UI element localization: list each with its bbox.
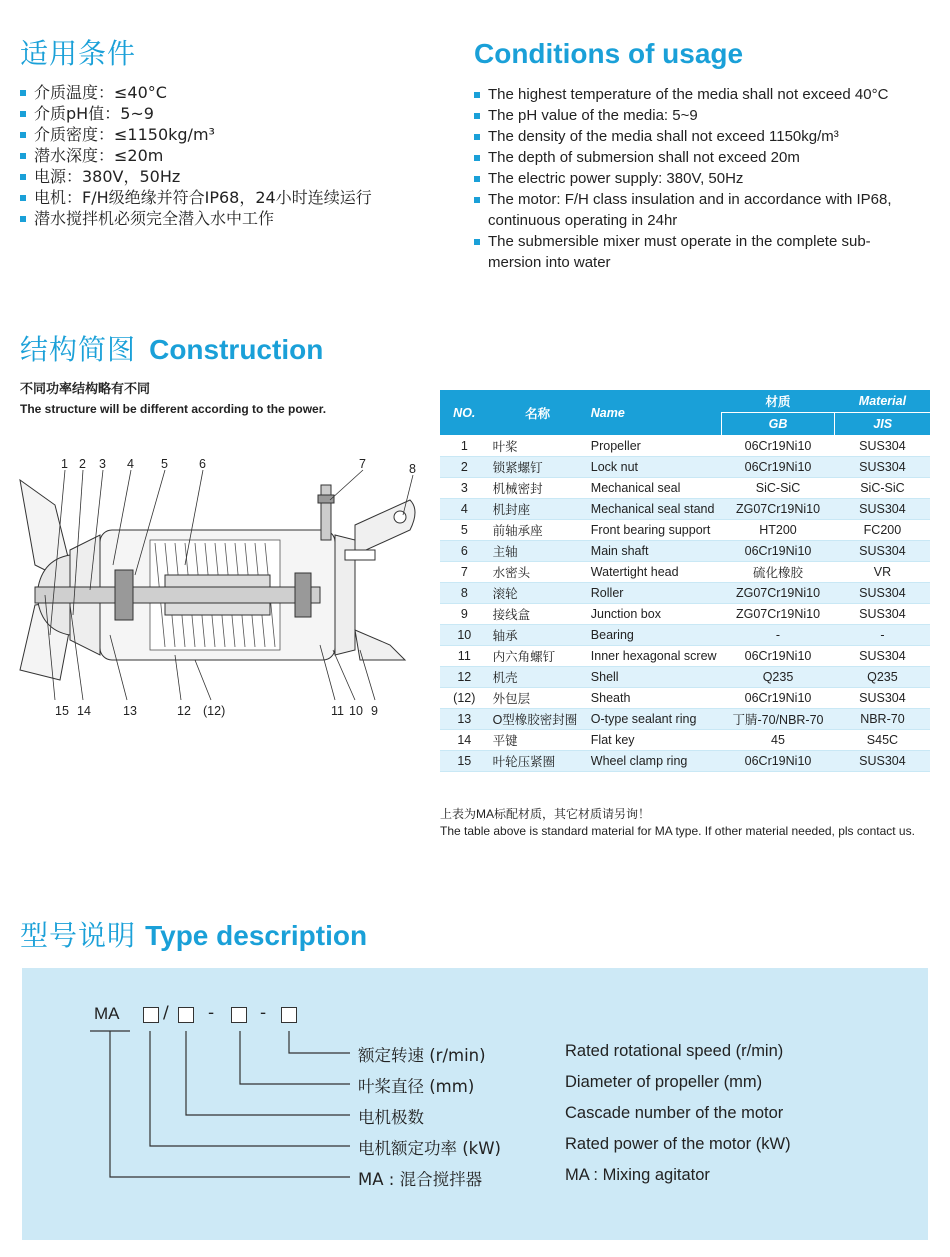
condition-item-cn: 电源：380V，50Hz [20,166,440,187]
type-label-cn-power: 电机额定功率 (kW) [358,1139,501,1158]
row-name-cn: 接线盒 [489,604,587,625]
type-label-en-speed: Rated rotational speed (r/min) [565,1042,784,1060]
row-jis: NBR-70 [835,709,930,730]
diagram-label-8: 8 [409,462,416,476]
type-code-leader-lines [80,1025,360,1195]
row-gb: HT200 [721,520,835,541]
row-no: 12 [440,667,489,688]
row-name-en: O-type sealant ring [587,709,721,730]
row-name-en: Mechanical seal stand [587,499,721,520]
diagram-label-2: 2 [79,457,86,471]
type-code [94,1004,120,1024]
code-sep-3: - [260,1003,267,1023]
condition-item-cn: 介质pH值：5~9 [20,103,440,124]
table-row [440,436,930,457]
row-gb: Q235 [721,667,835,688]
row-gb: 06Cr19Ni10 [721,457,835,478]
row-gb: 硫化橡胶 [721,562,835,583]
table-row [440,562,930,583]
table-row [440,751,930,772]
row-gb: SiC-SiC [721,478,835,499]
main-shaft [35,587,320,603]
row-gb: 06Cr19Ni10 [721,541,835,562]
row-name-cn: 叶轮压紧圈 [489,751,587,772]
diagram-label-15: 15 [55,704,69,718]
row-name-cn: 机械密封 [489,478,587,499]
row-name-cn: 水密头 [489,562,587,583]
conditions-list-en [474,84,919,273]
row-gb: ZG07Cr19Ni10 [721,604,835,625]
diagram-label-5: 5 [161,457,168,471]
row-name-en: Lock nut [587,457,721,478]
header-jis: JIS [835,413,930,436]
header-material-cn: 材质 [721,390,835,413]
type-label-cn-ma: MA : 混合搅拌器 [358,1170,483,1189]
row-jis: - [835,625,930,646]
condition-item-cn: 潜水搅拌机必须完全潜入水中工作 [20,208,440,229]
row-jis: FC200 [835,520,930,541]
row-no: 6 [440,541,489,562]
row-no: 11 [440,646,489,667]
row-no: 14 [440,730,489,751]
row-name-en: Wheel clamp ring [587,751,721,772]
code-box-poles [178,1007,194,1023]
conditions-title-cn: 适用条件 [20,37,137,70]
code-box-diameter [231,1007,247,1023]
diagram-label-12b: (12) [203,704,226,718]
diagram-label-1: 1 [61,457,68,471]
row-name-cn: O型橡胶密封圈 [489,709,587,730]
diagram-label-14: 14 [77,704,91,718]
row-name-en: Propeller [587,436,721,457]
construction-title-en: Construction [149,334,324,365]
condition-item-cn: 电机：F/H级绝缘并符合IP68，24小时连续运行 [20,187,440,208]
condition-item-en: The density of the media shall not exceed 1150kg/m³ [474,126,919,147]
row-no: 10 [440,625,489,646]
row-name-cn: 滚轮 [489,583,587,604]
diagram-label-12: 12 [177,704,191,718]
header-material-en: Material [835,390,930,413]
row-name-cn: 轴承 [489,625,587,646]
row-jis: SUS304 [835,751,930,772]
row-name-cn: 机壳 [489,667,587,688]
table-row [440,604,930,625]
condition-item-cn: 潜水深度：≤20m [20,145,440,166]
row-gb: 06Cr19Ni10 [721,688,835,709]
row-no: 13 [440,709,489,730]
row-name-en: Junction box [587,604,721,625]
diagram-label-13: 13 [123,704,137,718]
row-name-en: Flat key [587,730,721,751]
row-gb: 06Cr19Ni10 [721,436,835,457]
row-no: 4 [440,499,489,520]
code-prefix: MA [94,1004,120,1023]
header-no: NO. [440,390,489,436]
row-no: 8 [440,583,489,604]
code-sep-1: / [163,1003,169,1023]
row-name-cn: 内六角螺钉 [489,646,587,667]
construction-heading [20,328,323,368]
row-jis: SUS304 [835,541,930,562]
diagram-label-6: 6 [199,457,206,471]
row-no: (12) [440,688,489,709]
row-no: 7 [440,562,489,583]
table-row [440,667,930,688]
row-name-cn: 机封座 [489,499,587,520]
row-name-en: Main shaft [587,541,721,562]
row-name-cn: 叶桨 [489,436,587,457]
row-jis: Q235 [835,667,930,688]
table-note [440,806,920,840]
table-row [440,688,930,709]
diagram-label-11: 11 [331,704,344,718]
table-note-en: The table above is standard material for MA type. If other material needed, pls contact us. [440,824,915,838]
row-jis: SUS304 [835,457,930,478]
row-gb: 06Cr19Ni10 [721,646,835,667]
header-name-en: Name [587,390,721,436]
diagram-label-4: 4 [127,457,134,471]
row-no: 3 [440,478,489,499]
table-row [440,457,930,478]
table-row [440,520,930,541]
row-jis: VR [835,562,930,583]
condition-item-en: The motor: F/H class insulation and in accordance with IP68, continuous operating in 24hr [474,189,919,231]
row-name-en: Shell [587,667,721,688]
row-no: 9 [440,604,489,625]
row-name-en: Sheath [587,688,721,709]
type-label-cn-diameter: 叶桨直径 (mm) [358,1077,475,1096]
row-name-en: Roller [587,583,721,604]
row-no: 2 [440,457,489,478]
condition-item-en: The electric power supply: 380V, 50Hz [474,168,919,189]
diagram-label-9: 9 [371,704,378,718]
row-name-cn: 锁紧螺钉 [489,457,587,478]
table-row [440,730,930,751]
diagram-label-3: 3 [99,457,106,471]
material-table [440,390,930,772]
table-row [440,583,930,604]
type-label-en-ma: MA : Mixing agitator [565,1166,710,1184]
type-label-en-power: Rated power of the motor (kW) [565,1135,791,1153]
table-row [440,499,930,520]
row-no: 1 [440,436,489,457]
condition-item-en: The submersible mixer must operate in the complete sub-mersion into water [474,231,919,273]
condition-item-en: The depth of submersion shall not exceed 20m [474,147,919,168]
row-jis: SUS304 [835,688,930,709]
row-name-en: Front bearing support [587,520,721,541]
row-jis: SUS304 [835,646,930,667]
row-jis: SiC-SiC [835,478,930,499]
header-gb: GB [721,413,835,436]
row-name-en: Bearing [587,625,721,646]
row-name-cn: 主轴 [489,541,587,562]
row-gb: - [721,625,835,646]
condition-item-en: The highest temperature of the media shall not exceed 40°C [474,84,919,105]
table-row [440,541,930,562]
table-row [440,625,930,646]
row-gb: ZG07Cr19Ni10 [721,583,835,604]
type-label-en-poles: Cascade number of the motor [565,1104,784,1122]
row-gb: 丁腈-70/NBR-70 [721,709,835,730]
table-note-cn: 上表为MA标配材质，其它材质请另询！ [440,807,651,821]
row-name-en: Inner hexagonal screw [587,646,721,667]
type-title-en: Type description [145,920,368,951]
construction-note-en: The structure will be different according to the power. [20,402,327,416]
type-heading [20,914,367,954]
header-name-cn: 名称 [489,390,587,436]
condition-item-en: The pH value of the media: 5~9 [474,105,919,126]
table-row [440,646,930,667]
construction-title-cn: 结构简图 [20,333,137,366]
row-name-cn: 外包层 [489,688,587,709]
row-name-en: Watertight head [587,562,721,583]
row-no: 5 [440,520,489,541]
condition-item-cn: 介质密度：≤1150kg/m³ [20,124,440,145]
type-label-cn-poles: 电机极数 [358,1108,424,1127]
diagram-label-10: 10 [349,704,363,718]
row-name-cn: 平键 [489,730,587,751]
conditions-list-cn [20,82,440,229]
code-box-power [143,1007,159,1023]
type-label-cn-speed: 额定转速 (r/min) [358,1046,486,1065]
type-title-cn: 型号说明 [20,919,137,952]
row-gb: 45 [721,730,835,751]
diagram-label-7: 7 [359,457,366,471]
code-box-speed [281,1007,297,1023]
row-jis: SUS304 [835,604,930,625]
row-jis: SUS304 [835,436,930,457]
table-row [440,478,930,499]
row-name-en: Mechanical seal [587,478,721,499]
type-label-en-diameter: Diameter of propeller (mm) [565,1073,763,1091]
conditions-title-en: Conditions of usage [474,38,744,69]
row-gb: 06Cr19Ni10 [721,751,835,772]
row-no: 15 [440,751,489,772]
mixer-construction-diagram [15,455,430,725]
row-jis: S45C [835,730,930,751]
code-sep-2: - [208,1003,215,1023]
table-row [440,709,930,730]
row-name-cn: 前轴承座 [489,520,587,541]
row-jis: SUS304 [835,583,930,604]
row-jis: SUS304 [835,499,930,520]
construction-note-cn: 不同功率结构略有不同 [20,382,151,397]
row-gb: ZG07Cr19Ni10 [721,499,835,520]
condition-item-cn: 介质温度：≤40°C [20,82,440,103]
